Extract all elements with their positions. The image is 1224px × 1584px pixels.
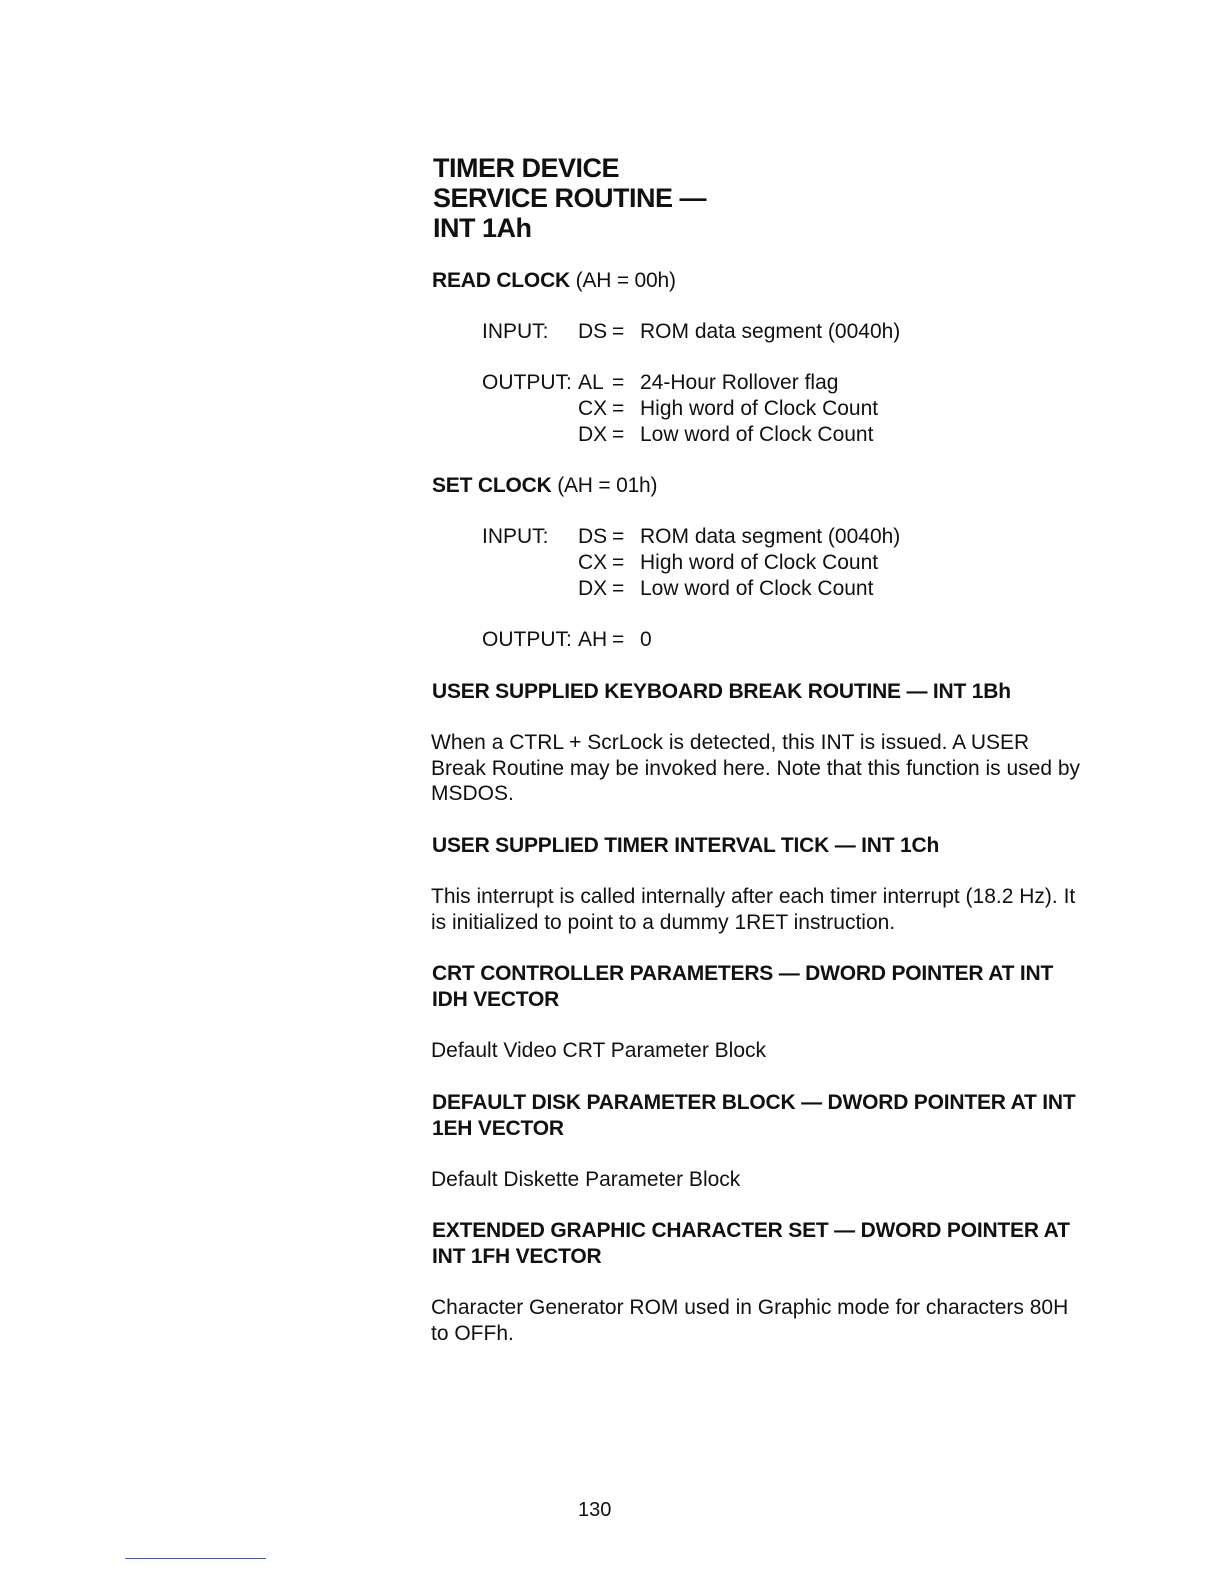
section-heading-keyboard-break: USER SUPPLIED KEYBOARD BREAK ROUTINE — INT 1Bh [432, 680, 1011, 703]
register-value: 24-Hour Rollover flag [640, 371, 839, 394]
equals-sign: = [612, 525, 625, 548]
read-clock-input-label: INPUT: [482, 320, 549, 343]
register-name: DS [578, 525, 608, 548]
register-name: DX [578, 577, 608, 600]
page-title-line-3: INT 1Ah [433, 213, 532, 243]
set-clock-subfunction: (AH = 01h) [557, 474, 658, 497]
section-body-crt-parameters: Default Video CRT Parameter Block [431, 1039, 766, 1062]
register-name: DX [578, 423, 608, 446]
equals-sign: = [612, 371, 625, 394]
section-heading-disk-parameters: DEFAULT DISK PARAMETER BLOCK — DWORD POINTER AT INT 1EH VECTOR [432, 1091, 1076, 1140]
set-clock-heading [432, 474, 657, 498]
footer-rule [125, 1558, 266, 1559]
section-body-timer-tick: This interrupt is called internally after each timer interrupt (18.2 Hz). It is initialized to point to a dummy 1RET instruction. [431, 885, 1076, 934]
equals-sign: = [612, 551, 625, 574]
set-clock-input-label: INPUT: [482, 525, 549, 548]
register-value: High word of Clock Count [640, 551, 879, 574]
register-value: High word of Clock Count [640, 397, 879, 420]
section-heading-crt-parameters: CRT CONTROLLER PARAMETERS — DWORD POINTER AT INT IDH VECTOR [432, 962, 1054, 1011]
register-value: ROM data segment (0040h) [640, 525, 901, 548]
equals-sign: = [612, 577, 625, 600]
equals-sign: = [612, 397, 625, 420]
equals-sign: = [612, 628, 625, 651]
set-clock-title: SET CLOCK [432, 474, 552, 497]
register-name: CX [578, 551, 608, 574]
section-heading-graphic-charset: EXTENDED GRAPHIC CHARACTER SET — DWORD POINTER AT INT 1FH VECTOR [432, 1219, 1070, 1268]
page-title-line-2: SERVICE ROUTINE — [433, 183, 707, 213]
page-number: 130 [578, 1499, 612, 1521]
register-value: 0 [640, 628, 652, 651]
register-value: Low word of Clock Count [640, 577, 874, 600]
section-body-keyboard-break: When a CTRL + ScrLock is detected, this INT is issued. A USER Break Routine may be invoked here. Note that this function is used by MSDOS. [431, 731, 1081, 805]
section-body-disk-parameters: Default Diskette Parameter Block [431, 1168, 741, 1191]
register-name: AH [578, 628, 608, 651]
section-heading-timer-tick: USER SUPPLIED TIMER INTERVAL TICK — INT 1Ch [432, 834, 940, 857]
read-clock-subfunction: (AH = 00h) [575, 269, 676, 292]
register-name: DS [578, 320, 608, 343]
register-value: ROM data segment (0040h) [640, 320, 901, 343]
register-value: Low word of Clock Count [640, 423, 874, 446]
page-title-line-1: TIMER DEVICE [433, 153, 620, 183]
equals-sign: = [612, 320, 625, 343]
set-clock-output-label: OUTPUT: [482, 628, 572, 651]
read-clock-heading [432, 269, 676, 293]
read-clock-title: READ CLOCK [432, 269, 570, 292]
read-clock-output-label: OUTPUT: [482, 371, 572, 394]
register-name: AL [578, 371, 604, 394]
equals-sign: = [612, 423, 625, 446]
section-body-graphic-charset: Character Generator ROM used in Graphic mode for characters 80H to OFFh. [431, 1296, 1069, 1345]
register-name: CX [578, 397, 608, 420]
